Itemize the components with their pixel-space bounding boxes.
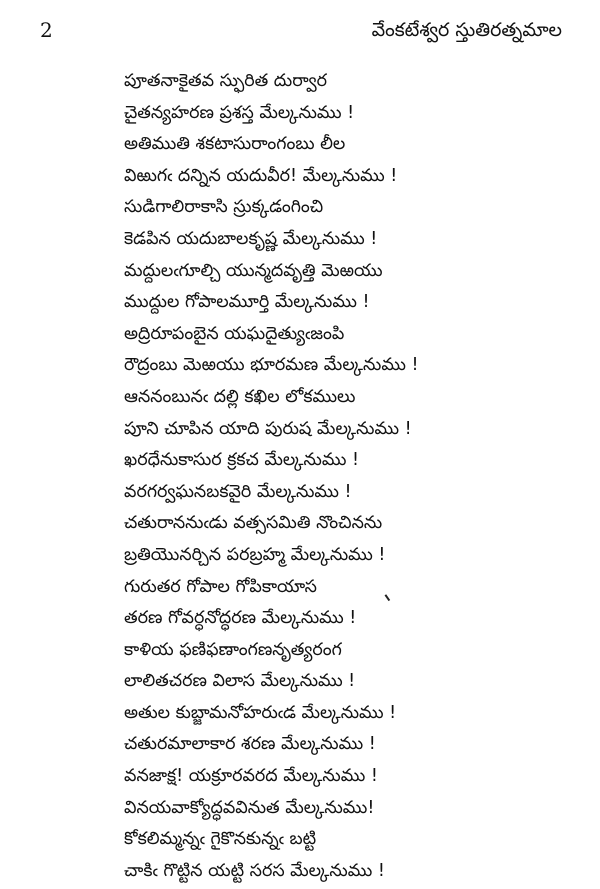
verse-line: చైతన్యహరణ ప్రశస్త మేల్కనుము ! <box>124 102 355 123</box>
verse-line: వినయవాక్యోద్ధవవినుత మేల్కనుము! <box>124 797 375 818</box>
verse-line: తరణ గోవర్ధనోద్ధరణ మేల్కనుము ! <box>124 608 357 629</box>
verse-line: పూతనాకైతవ స్ఫురిత దుర్వార <box>124 71 328 91</box>
verse-line: అతిముతి శకటాసురాంగంబు లీల <box>124 134 346 155</box>
verse-line: ఆననంబునఁ దల్లి కఖిల లోకములు <box>124 386 356 407</box>
verse-line: కాళియ ఫణిఫణాంగణనృత్యరంగ <box>124 639 342 660</box>
verse-line: వరగర్వఘనబకవైరి మేల్కనుము ! <box>124 481 352 502</box>
running-title: వేంకటేశ్వర స్తుతిరత్నమాల <box>371 19 562 41</box>
verse-line: లాలితచరణ విలాస మేల్కనుము ! <box>124 671 356 692</box>
verse-list <box>124 66 418 887</box>
page-number: 2 <box>40 18 53 42</box>
verse-line: మద్దులఁగూల్చి యున్మదవృత్తి మెఱయు <box>124 260 383 281</box>
verse-line: అతుల కుబ్జామనోహరుఁడ మేల్కనుము ! <box>124 702 397 723</box>
verse-line: బ్రతియొనర్చిన పరబ్రహ్మ మేల్కనుము ! <box>124 544 386 565</box>
verse-line: రౌద్రంబు మెఱయు భూరమణ మేల్కనుము ! <box>124 355 419 376</box>
verse-line: కోకలిమ్మన్నఁ గైకొనకున్నఁ బట్టి <box>124 829 317 850</box>
verse-line: కెడపిన యదుబాలకృష్ణ మేల్కనుము ! <box>124 228 378 249</box>
verse-line: సుడిగాలిరాకాసి స్రుక్కడంగించి <box>124 197 324 218</box>
verse-line: ఖరధేనుకాసుర క్రకచ మేల్కనుము ! <box>124 450 359 471</box>
verse-line: అద్రిరూపంబైన యఘదైత్యుఁజంపి <box>124 323 345 344</box>
verse-line: చతురమాలాకార శరణ మేల్కనుము ! <box>124 734 376 755</box>
verse-line: వనజాక్ష! యక్రూరవరద మేల్కనుము ! <box>124 766 378 787</box>
verse-line: చతురాననుఁడు వత్ససమితి నొంచినను <box>124 513 383 534</box>
verse-line: ముద్దుల గోపాలమూర్తి మేల్కనుము ! <box>124 292 370 313</box>
verse-line: పూని చూపిన యాది పురుష మేల్కనుము ! <box>124 418 412 439</box>
verse-line: చాకిఁ గొట్టిన యట్టి సరస మేల్కనుము ! <box>124 860 385 881</box>
verse-line: విఱుగఁ దన్నిన యదువీర! మేల్కనుము ! <box>124 165 398 186</box>
verse-line: గురుతర గోపాల గోపికాయాస <box>124 576 317 597</box>
